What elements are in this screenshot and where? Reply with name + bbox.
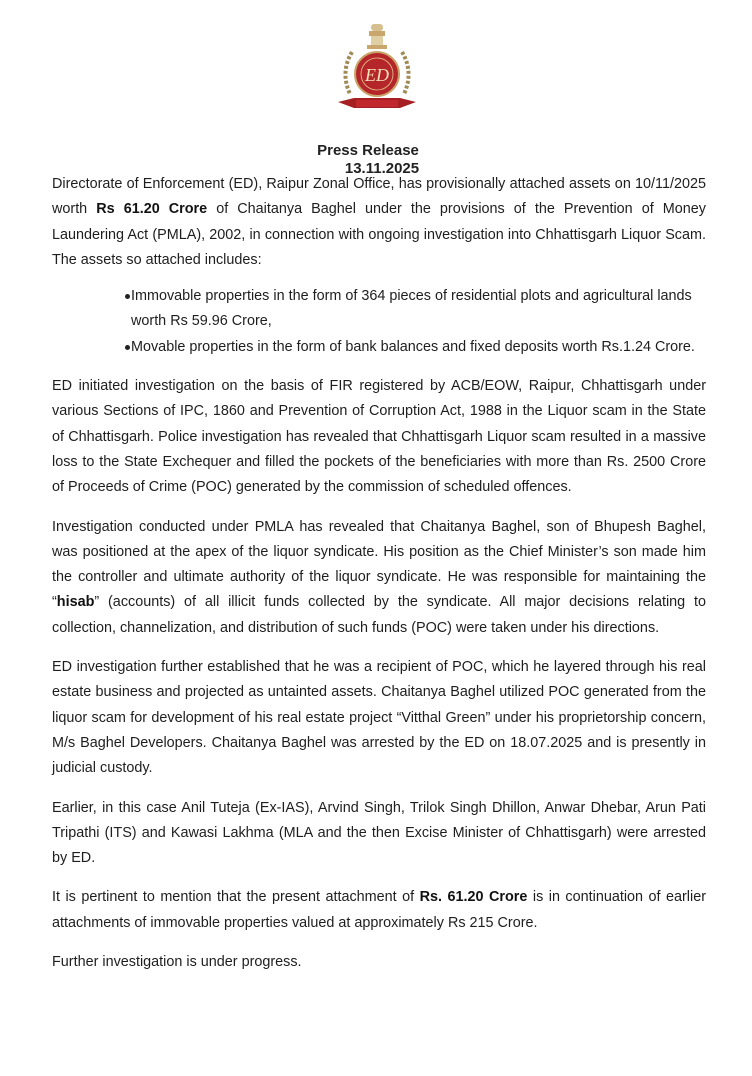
hisab-term: hisab bbox=[56, 594, 95, 611]
press-release-body bbox=[52, 172, 706, 989]
continuation-paragraph: It is pertinent to mention that the present attachment of Rs. 61.20 Crore is in continuation of earlier attachments of immovable properties valued at approximately Rs 215 Crore. bbox=[52, 889, 706, 931]
emblem-monogram: ED bbox=[365, 65, 389, 85]
enforcement-directorate-emblem-icon bbox=[334, 22, 420, 122]
attached-amount: Rs 61.20 Crore bbox=[96, 201, 208, 218]
list-item: Immovable properties in the form of 364 pieces of residential plots and agricultural lands worth Rs 59.96 Crore, bbox=[52, 284, 706, 335]
pmla-investigation-paragraph: Investigation conducted under PMLA has revealed that Chaitanya Baghel, son of Bhupesh Baghel, was positioned at the apex of the liquor syndicate. His position as the Chief Minister’s son made him the controller and ultimate authority of the liquor syndicate. He was responsible for maintaining the “hisab” (accounts) of all illicit funds collected by the syndicate. All major decisions relating to collection, channelization, and distribution of such funds (POC) were taken under his directions. bbox=[52, 518, 706, 636]
closing-paragraph: Further investigation is under progress. bbox=[52, 954, 302, 971]
press-release-date: 13.11.2025 bbox=[344, 160, 420, 177]
poc-layering-paragraph: ED investigation further established that he was a recipient of POC, which he layered through his real estate business and projected as untainted assets. Chaitanya Baghel utilized POC generated from the liquor scam for development of his real estate project “Vitthal Green” under his proprietorship concern, M/s Baghel Developers. Chaitanya Baghel was arrested by the ED on 18.07.2025 and is presently in judicial custody. bbox=[52, 659, 706, 777]
press-release-title: Press Release bbox=[317, 142, 419, 159]
list-item: Movable properties in the form of bank balances and fixed deposits worth Rs.1.24 Crore. bbox=[52, 335, 706, 360]
fir-paragraph: ED initiated investigation on the basis of FIR registered by ACB/EOW, Raipur, Chhattisgarh under various Sections of IPC, 1860 and Prevention of Corruption Act, 1988 in the Liquor scam in the State of Chhattisgarh. Police investigation has revealed that Chhattisgarh Liquor scam resulted in a massive loss to the State Exchequer and filled the pockets of the beneficiaries with more than Rs. 2500 Crore of Proceeds of Crime (POC) generated by the commission of scheduled offences. bbox=[52, 378, 706, 496]
ed-emblem-logo bbox=[334, 22, 420, 122]
earlier-arrests-paragraph: Earlier, in this case Anil Tuteja (Ex-IAS), Arvind Singh, Trilok Singh Dhillon, Anwar Dhebar, Arun Pati Tripathi (ITS) and Kawasi Lakhma (MLA and the then Excise Minister of Chhattisgarh) were arrested by ED. bbox=[52, 799, 706, 867]
bullet-icon bbox=[125, 294, 130, 299]
bullet-icon bbox=[125, 345, 130, 350]
attached-amount-repeat: Rs. 61.20 Crore bbox=[419, 889, 528, 906]
intro-paragraph: Directorate of Enforcement (ED), Raipur Zonal Office, has provisionally attached assets on 10/11/2025 worth Rs 61.20 Crore of Chaitanya Baghel under the provisions of the Prevention of Money Laundering Act (PMLA), 2002, in connection with ongoing investigation into Chhattisgarh Liquor Scam. The assets so attached includes: bbox=[52, 176, 706, 268]
attached-assets-list bbox=[52, 284, 706, 360]
